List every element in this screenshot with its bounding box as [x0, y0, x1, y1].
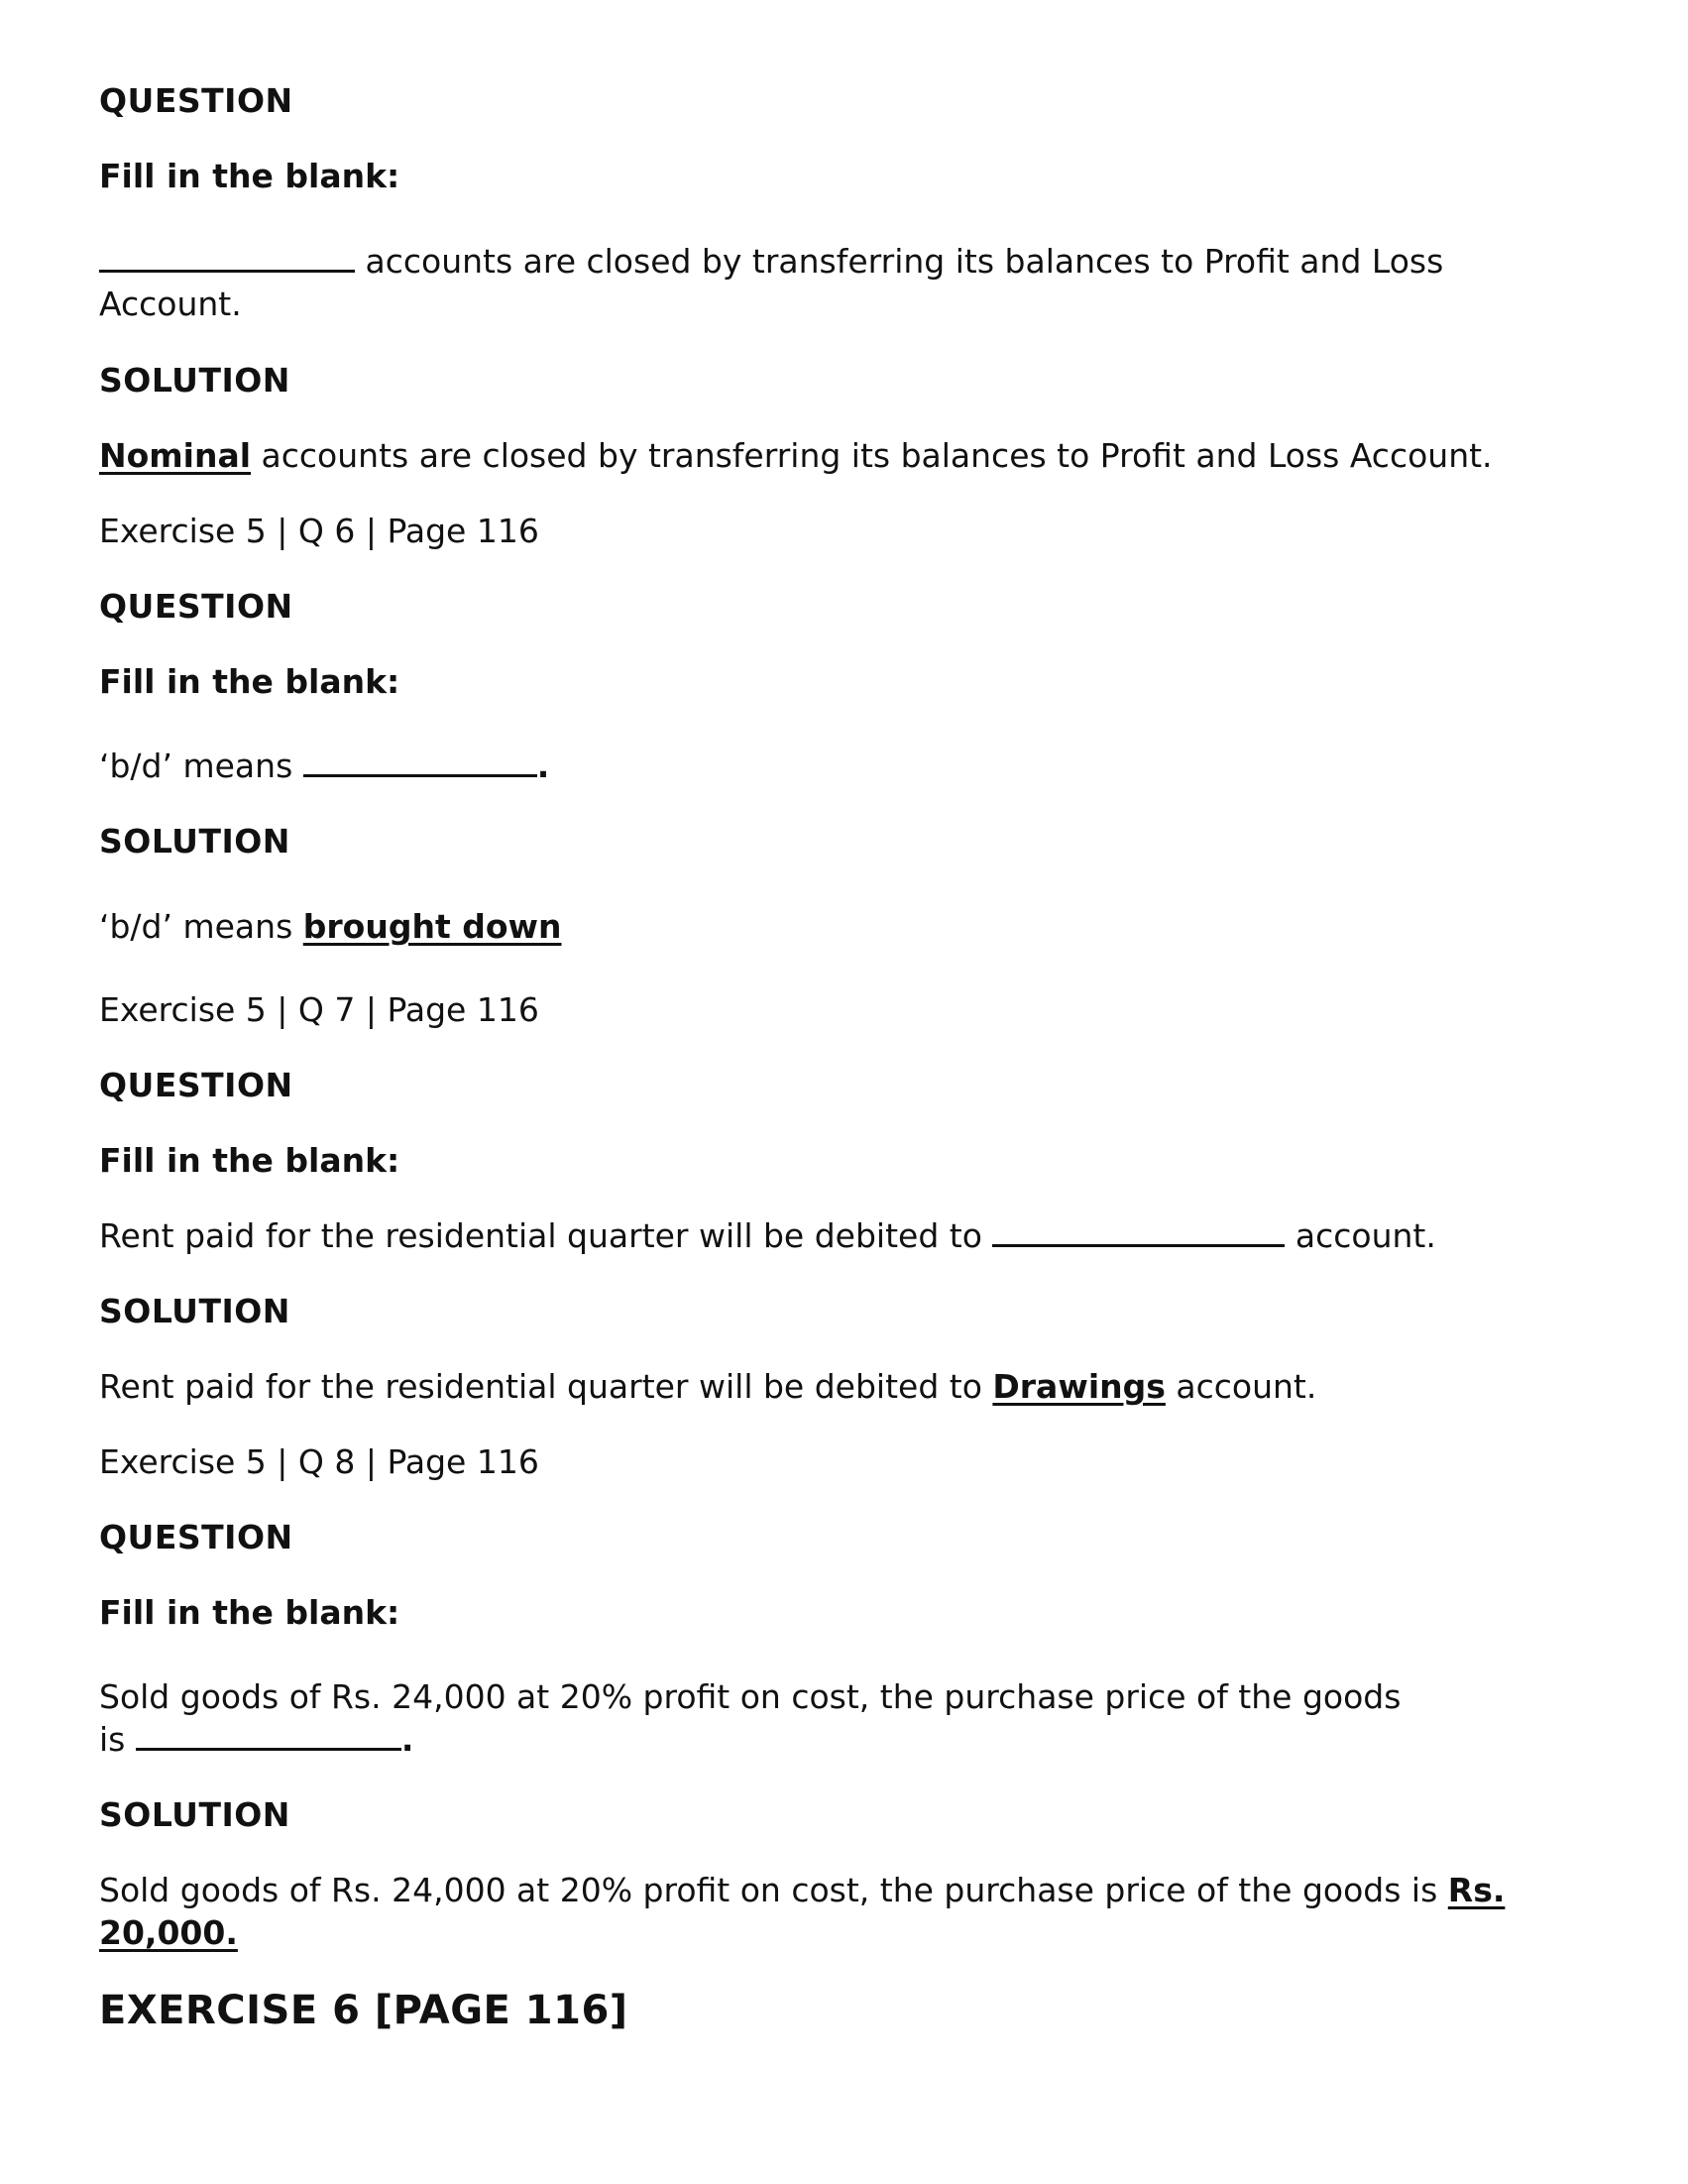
solution-text-part: Sold goods of Rs. 24,000 at 20% profit on cost, the purchase price of the goods is [99, 1871, 1448, 1909]
answer-blank [136, 1718, 401, 1751]
fill-blank-instruction: Fill in the blank: [99, 662, 400, 701]
question-text [99, 1214, 1436, 1257]
question-text [99, 745, 549, 787]
solution-text [99, 905, 561, 948]
answer-highlight: brought down [302, 907, 562, 946]
question-heading: QUESTION [99, 587, 293, 626]
answer-blank [303, 745, 537, 777]
solution-heading: SOLUTION [99, 1292, 290, 1330]
solution-text [99, 1365, 1316, 1408]
answer-blank [992, 1214, 1285, 1247]
fill-blank-instruction: Fill in the blank: [99, 1141, 400, 1180]
solution-heading: SOLUTION [99, 1795, 290, 1834]
solution-text-part: ‘b/d’ means [99, 907, 303, 946]
answer-highlight: Drawings [992, 1367, 1166, 1406]
question-text: Sold goods of Rs. 24,000 at 20% profit on cost, the purchase price of the goods [99, 1677, 1402, 1716]
solution-text-part: accounts are closed by transferring its balances to Profit and Loss Account. [251, 436, 1493, 475]
solution-text-part: account. [1165, 1367, 1317, 1406]
question-heading: QUESTION [99, 81, 293, 120]
solution-text [99, 434, 1493, 477]
exercise-title: EXERCISE 6 [PAGE 116] [99, 1988, 628, 2033]
solution-heading: SOLUTION [99, 361, 290, 400]
question-text-part: account. [1285, 1216, 1436, 1255]
solution-heading: SOLUTION [99, 822, 290, 861]
exercise-reference: Exercise 5 | Q 7 | Page 116 [99, 990, 539, 1029]
question-text-part: accounts are closed by transferring its balances to Profit and Loss [355, 242, 1444, 281]
fill-blank-instruction: Fill in the blank: [99, 157, 400, 195]
blank-period: . [400, 1720, 414, 1759]
answer-blank [99, 240, 355, 273]
blank-period: . [536, 747, 550, 785]
exercise-reference: Exercise 5 | Q 6 | Page 116 [99, 512, 539, 550]
fill-blank-instruction: Fill in the blank: [99, 1593, 400, 1632]
question-text-part: is [99, 1720, 136, 1759]
solution-text-part: Rent paid for the residential quarter will be debited to [99, 1367, 993, 1406]
answer-highlight: 20,000. [99, 1913, 238, 1952]
question-text [99, 240, 1443, 283]
solution-text [99, 1869, 1505, 1911]
question-text-continued [99, 1718, 413, 1761]
question-text-continued: Account. [99, 285, 242, 323]
question-text-part: ‘b/d’ means [99, 747, 303, 785]
exercise-reference: Exercise 5 | Q 8 | Page 116 [99, 1442, 539, 1481]
solution-text-continued [99, 1911, 238, 1954]
question-heading: QUESTION [99, 1518, 293, 1556]
answer-highlight: Rs. [1447, 1871, 1506, 1909]
question-text-part: Rent paid for the residential quarter will be debited to [99, 1216, 993, 1255]
question-heading: QUESTION [99, 1066, 293, 1104]
answer-highlight: Nominal [99, 436, 252, 475]
